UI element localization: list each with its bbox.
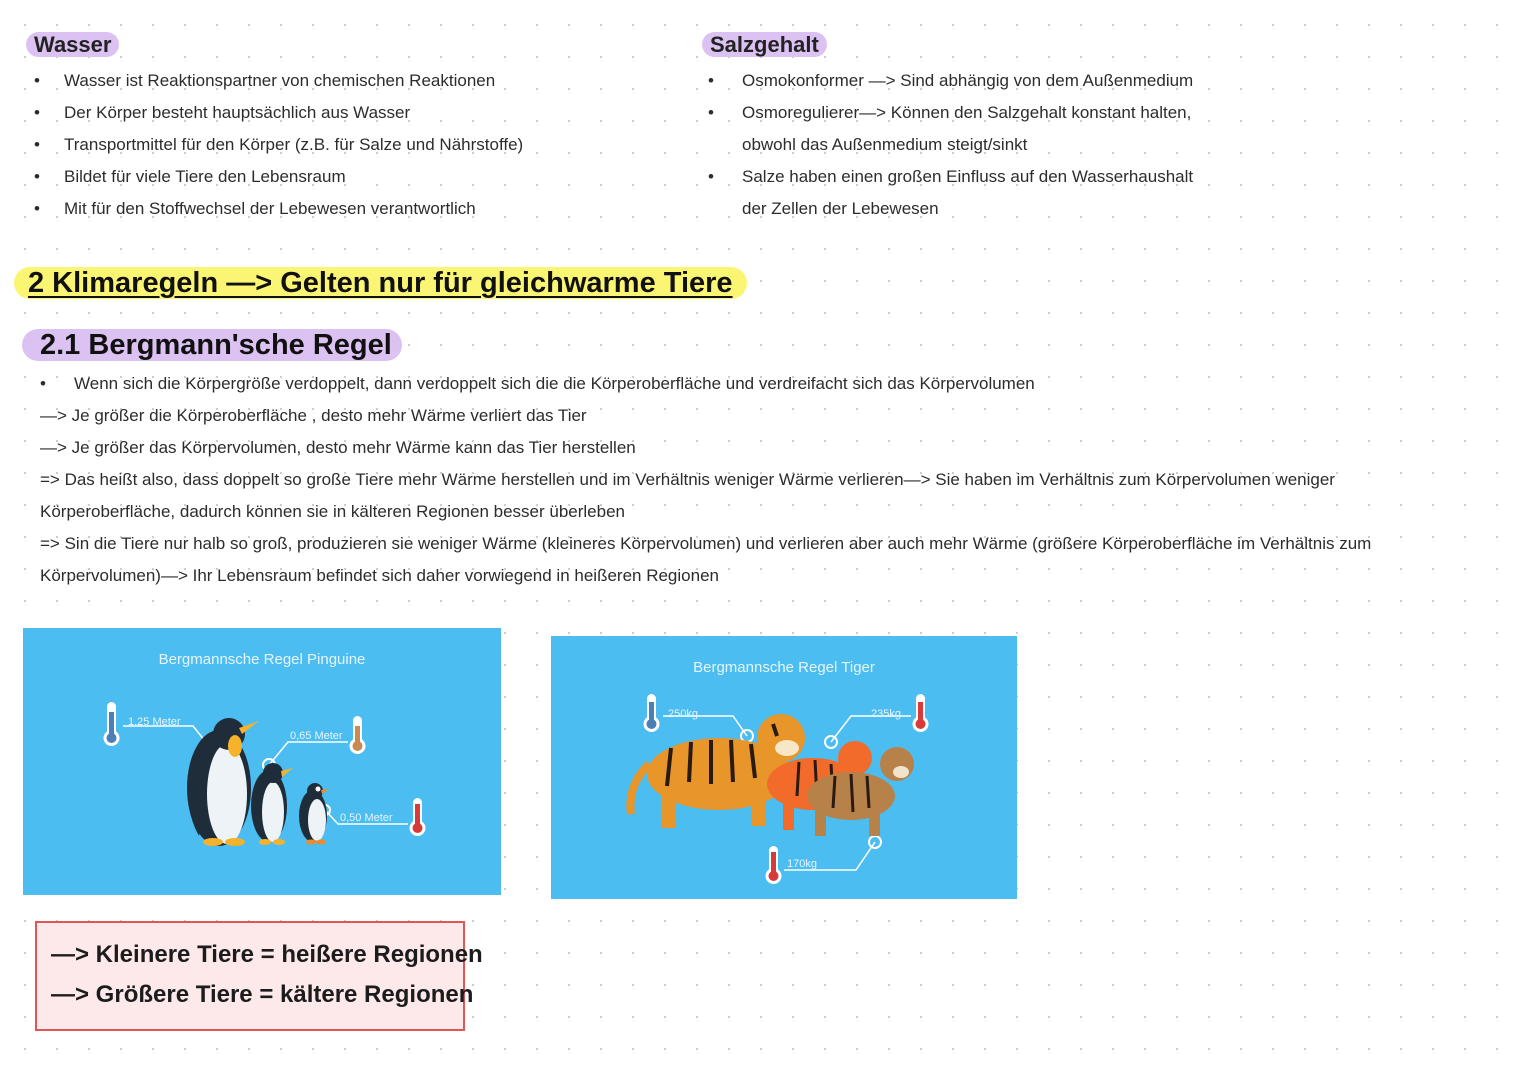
tiger-illustration [551, 636, 1017, 899]
thermometer-icon [644, 694, 660, 732]
conclusion-box [35, 921, 483, 1031]
bergmann-line: Körperoberfläche, dadurch können sie in kälteren Regionen besser überleben [40, 502, 625, 521]
penguin-panel-title: Bergmannsche Regel Pinguine [158, 651, 366, 668]
list-item: • Osmoregulierer—> Können den Salzgehalt konstant halten, [708, 103, 1192, 122]
list-item-continuation: der Zellen der Lebewesen [742, 199, 939, 218]
bergmann-line: Körpervolumen)—> Ihr Lebensraum befindet sich daher vorwiegend in heißeren Regionen [40, 566, 719, 585]
thermometer-icon [350, 716, 366, 754]
list-item-continuation: obwohl das Außenmedium steigt/sinkt [742, 135, 1028, 154]
tiger-panel [551, 636, 1017, 899]
bergmann-line: —> Je größer das Körpervolumen, desto mehr Wärme kann das Tier herstellen [40, 438, 636, 457]
tiger-label-medium: 235kg [871, 708, 901, 720]
bergmann-bullet-line: • Wenn sich die Körpergröße verdoppelt, dann verdoppelt sich die die Körperoberfläche und verdreifacht sich das Körpervolumen [40, 374, 1035, 393]
list-item: • Bildet für viele Tiere den Lebensraum [34, 167, 346, 186]
wasser-list [34, 65, 523, 225]
penguin-medium [251, 763, 293, 845]
salzgehalt-list [708, 65, 1193, 225]
list-item: • Transportmittel für den Körper (z.B. für Salze und Nährstoffe) [34, 135, 524, 154]
penguin-label-medium: 0,65 Meter [290, 730, 343, 742]
penguin-label-large: 1,25 Meter [128, 716, 181, 728]
conclusion-line: —> Größere Tiere = kältere Regionen [51, 981, 474, 1008]
list-item: • Wasser ist Reaktionspartner von chemischen Reaktionen [34, 71, 496, 90]
bergmann-heading: 2.1 Bergmann'sche Regel [22, 324, 402, 366]
list-item: • Mit für den Stoffwechsel der Lebewesen verantwortlich [34, 199, 476, 218]
conclusion-line: —> Kleinere Tiere = heißere Regionen [51, 941, 483, 968]
wasser-heading: Wasser [26, 30, 119, 60]
bergmann-line: => Das heißt also, dass doppelt so große Tiere mehr Wärme herstellen und im Verhältnis weniger Wärme verlieren—> Sie haben im Verhältnis zum Körpervolumen weniger [40, 470, 1335, 489]
salzgehalt-heading: Salzgehalt [702, 30, 827, 60]
tiger-label-small: 170kg [787, 858, 817, 870]
penguin-panel [23, 628, 501, 895]
tiger-label-large: 250kg [668, 708, 698, 720]
penguin-large [187, 718, 259, 846]
thermometer-icon [766, 846, 782, 884]
bergmann-text [40, 368, 1480, 592]
klimaregeln-heading: 2 Klimaregeln —> Gelten nur für gleichwarme Tiere [14, 262, 747, 304]
thermometer-icon [410, 798, 426, 836]
thermometer-icon [104, 702, 120, 746]
list-item: • Salze haben einen großen Einfluss auf den Wasserhaushalt [708, 167, 1194, 186]
penguin-small [299, 783, 329, 845]
tiger-panel-title: Bergmannsche Regel Tiger [693, 659, 875, 676]
thermometer-icon [913, 694, 929, 732]
penguin-label-small: 0,50 Meter [340, 812, 393, 824]
bergmann-line: —> Je größer die Körperoberfläche , desto mehr Wärme verliert das Tier [40, 406, 587, 425]
bergmann-line: => Sin die Tiere nur halb so groß, produzieren sie weniger Wärme (kleineres Körpervolumen) und verlieren aber auch mehr Wärme (größere Körperoberfläche im Verhältnis zum [40, 534, 1372, 553]
penguin-illustration [23, 628, 501, 895]
list-item: • Der Körper besteht hauptsächlich aus Wasser [34, 103, 411, 122]
list-item: • Osmokonformer —> Sind abhängig von dem Außenmedium [708, 71, 1194, 90]
